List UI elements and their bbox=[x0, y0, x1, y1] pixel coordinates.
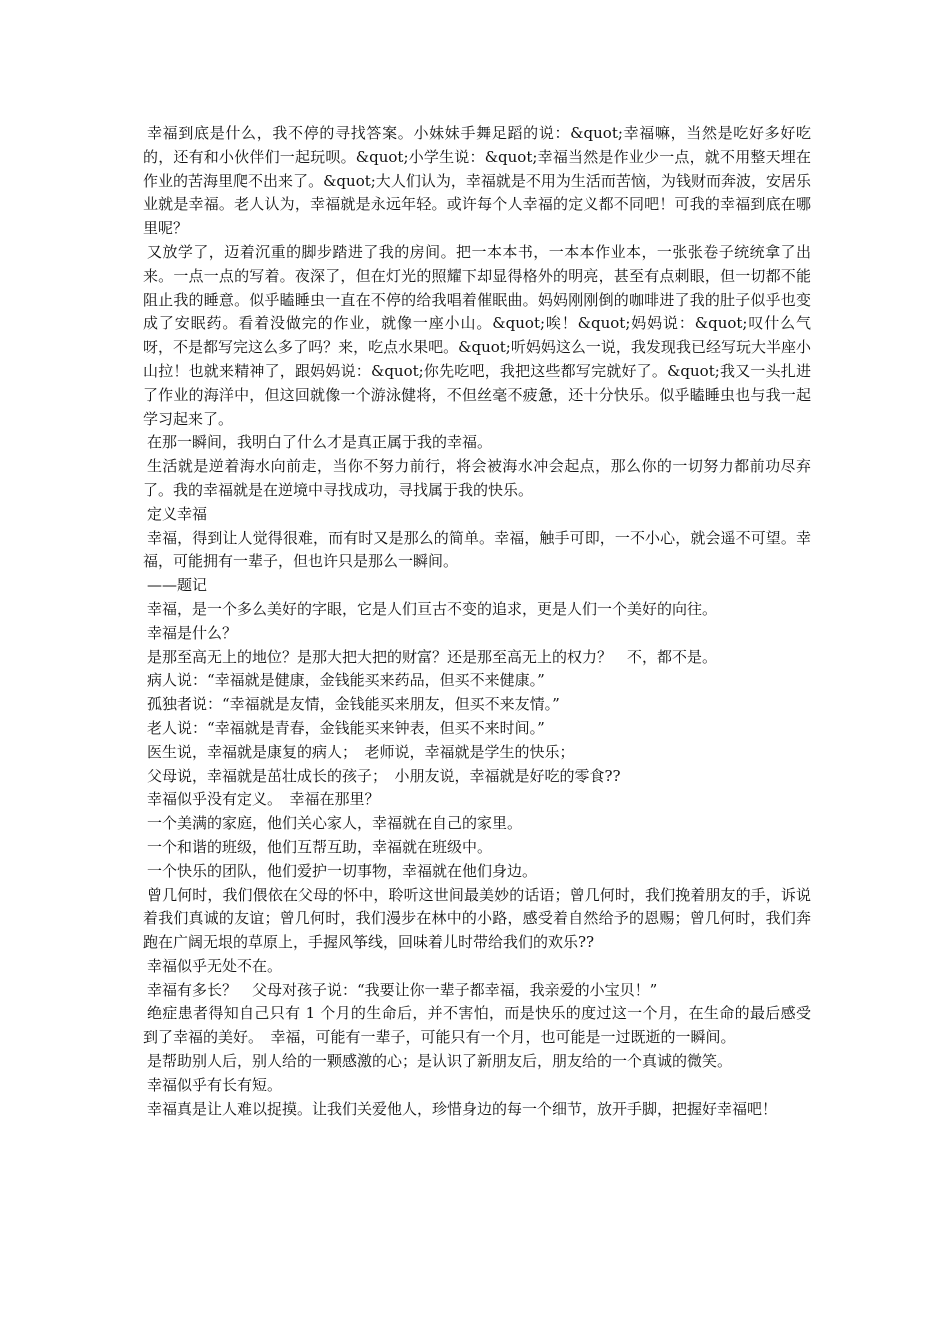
paragraph: 幸福似乎没有定义。 幸福在那里？ bbox=[147, 790, 380, 809]
paragraph: 幸福似乎有长有短。 bbox=[147, 1075, 283, 1094]
paragraph: 幸福，得到让人觉得很难，而有时又是那么的简单。幸福，触手可即，一不小心，就会遥不可望。幸福，可能拥有一辈子，但也许只是那么一瞬间。 bbox=[143, 528, 811, 571]
paragraph: 在那一瞬间，我明白了什么才是真正属于我的幸福。 bbox=[147, 433, 493, 452]
paragraph: 一个美满的家庭，他们关心家人，幸福就在自己的家里。 bbox=[147, 814, 523, 833]
paragraph: 曾几何时，我们偎依在父母的怀中，聆听这世间最美妙的话语；曾几何时，我们挽着朋友的手，诉说着我们真诚的友谊；曾几何时，我们漫步在林中的小路，感受着自然给予的恩赐；曾几何时，我们奔跑在广阔无垠的草原上，手握风筝线，回味着儿时带给我们的欢乐?? bbox=[143, 885, 811, 952]
document-body bbox=[143, 122, 811, 1121]
paragraph: 孤独者说：“幸福就是友情，金钱能买来朋友，但买不来友情。” bbox=[147, 695, 560, 714]
section-heading: 定义幸福 bbox=[147, 504, 208, 523]
paragraph: 是帮助别人后，别人给的一颗感激的心；是认识了新朋友后，朋友给的一个真诚的微笑。 bbox=[147, 1052, 733, 1071]
paragraph: 是那至高无上的地位？是那大把大把的财富？还是那至高无上的权力？ 不，都不是。 bbox=[147, 647, 718, 666]
paragraph: 幸福似乎无处不在。 bbox=[147, 956, 283, 975]
paragraph: 医生说，幸福就是康复的病人； 老师说，幸福就是学生的快乐； bbox=[147, 742, 575, 761]
paragraph: 又放学了，迈着沉重的脚步踏进了我的房间。把一本本书，一本本作业本，一张张卷子统统拿了出来。一点一点的写着。夜深了，但在灯光的照耀下却显得格外的明亮，甚至有点刺眼，但一切都不能阻止我的睡意。似乎瞌睡虫一直在不停的给我唱着催眠曲。妈妈刚刚倒的咖啡进了我的肚子似乎也变成了安眠药。看着没做完的作业，就像一座小山。&quot;唉！&quot;妈妈说：&quot;叹什么气呀，不是都写完这么多了吗？来，吃点水果吧。&quot;听妈妈这么一说，我发现我已经写玩大半座小山拉！也就来精神了，跟妈妈说：&quot;你先吃吧，我把这些都写完就好了。&quot;我又一头扎进了作业的海洋中，但这回就像一个游泳健将，不但丝毫不疲惫，还十分快乐。似乎瞌睡虫也与我一起学习起来了。 bbox=[143, 242, 811, 428]
epigraph-attribution: ——题记 bbox=[147, 576, 208, 595]
paragraph: 绝症患者得知自己只有 1 个月的生命后，并不害怕，而是快乐的度过这一个月，在生命的最后感受到了幸福的美好。 幸福，可能有一辈子，可能只有一个月，也可能是一过既逝的一瞬间。 bbox=[143, 1004, 811, 1047]
paragraph: 老人说：“幸福就是青春，金钱能买来钟表，但买不来时间。” bbox=[147, 718, 545, 737]
paragraph: 生活就是逆着海水向前走，当你不努力前行，将会被海水冲会起点，那么你的一切努力都前功尽弃了。我的幸福就是在逆境中寻找成功，寻找属于我的快乐。 bbox=[143, 457, 811, 499]
paragraph: 病人说：“幸福就是健康，金钱能买来药品，但买不来健康。” bbox=[147, 671, 545, 690]
paragraph: 幸福到底是什么，我不停的寻找答案。小妹妹手舞足蹈的说：&quot;幸福嘛，当然是吃好多好吃的，还有和小伙伴们一起玩呗。&quot;小学生说：&quot;幸福当然是作业少一点，就不用整天埋在作业的苦海里爬不出来了。&quot;大人们认为，幸福就是不用为生活而苦恼，为钱财而奔波，安居乐业就是幸福。老人认为，幸福就是永远年轻。或许每个人幸福的定义都不同吧！可我的幸福到底在哪里呢？ bbox=[143, 124, 811, 238]
paragraph: 幸福，是一个多么美好的字眼，它是人们亘古不变的追求，更是人们一个美好的向往。 bbox=[147, 599, 718, 618]
paragraph: 幸福是什么？ bbox=[147, 623, 238, 642]
paragraph: 父母说，幸福就是茁壮成长的孩子； 小朋友说，幸福就是好吃的零食?? bbox=[147, 766, 621, 785]
paragraph: 一个和谐的班级，他们互帮互助，幸福就在班级中。 bbox=[147, 837, 493, 856]
paragraph: 一个快乐的团队，他们爱护一切事物，幸福就在他们身边。 bbox=[147, 861, 538, 880]
paragraph: 幸福真是让人难以捉摸。让我们关爱他人，珍惜身边的每一个细节，放开手脚，把握好幸福吧！ bbox=[147, 1099, 778, 1118]
paragraph: 幸福有多长？ 父母对孩子说：“我要让你一辈子都幸福，我亲爱的小宝贝！” bbox=[147, 980, 658, 999]
